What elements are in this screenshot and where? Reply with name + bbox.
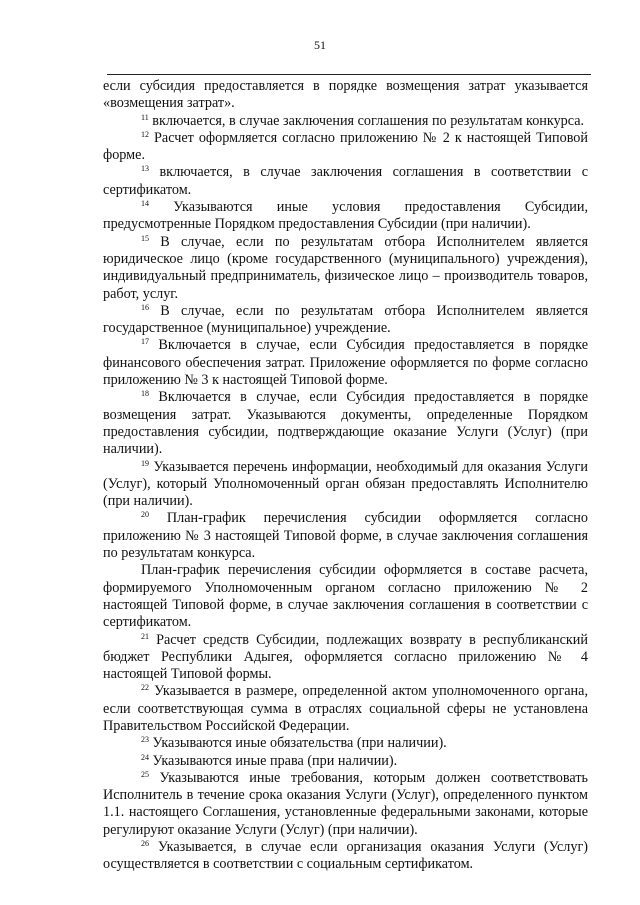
footnote-number: 16 [141,302,149,312]
footnote-text: В случае, если по результатам отбора Исполнителем является юридическое лицо (кроме государственного (муниципального) учреждения), индивидуальный предприниматель, физическое лицо – производитель товаров, работ, услуг. [103,233,588,302]
footnote-text: Указывается перечень информации, необходимый для оказания Услуги (Услуг), который Уполномоченный орган обязан предоставлять Исполнителю (при наличии). [103,458,589,510]
footnote-text: если субсидия предоставляется в порядке возмещения затрат указывается «возмещения затрат». [103,78,588,112]
footnote-text: включается, в случае заключения соглашения по результатам конкурса. [152,112,585,129]
footnote-20 [103,510,588,562]
footnote-text: включается, в случае заключения соглашения в соответствии с сертификатом. [103,164,588,198]
footnote-19 [103,459,588,511]
footnote-text: План-график перечисления субсидии оформляется в составе расчета, формируемого Уполномоченным органом согласно приложению № 2 настоящей Типовой форме, в случае заключения соглашения в соответствии с сертификатом. [103,562,588,631]
footnote-text: Указываются иные требования, которым должен соответствовать Исполнитель в течение срока оказания Услуги (Услуг), определенного пунктом 1.1. настоящего Соглашения, установленные федеральными законами, которые регулируют оказание Услуги (Услуг) (при наличии). [103,769,589,838]
footnote-number: 26 [141,839,149,849]
footnote-text: Указываются иные обязательства (при наличии). [152,735,447,752]
footnote-text: Указывается в размере, определенной актом уполномоченного органа, если соответствующая сумма в отраслях социальной сферы не установлена Правительством Российской Федерации. [103,683,588,734]
footnote-number: 22 [141,683,149,693]
footnote-24 [103,753,588,770]
footnote-20-continuation [103,562,588,631]
footnote-25 [103,770,588,839]
footnote-text: Указываются иные условия предоставления Субсидии, предусмотренные Порядком предоставления Субсидии (при наличии). [103,199,588,233]
footnote-number: 24 [141,752,149,762]
footnote-11 [103,113,588,130]
footnote-23 [103,735,588,752]
footnote-continuation [103,78,588,113]
footnote-12 [103,130,588,165]
footnote-text: Расчет оформляется согласно приложению № 2 к настоящей Типовой форме. [103,129,588,164]
page-number: 51 [314,38,326,52]
footnote-text: Включается в случае, если Субсидия предоставляется в порядке финансового обеспечения затрат. Приложение оформляется по форме согласно приложению № 3 к настоящей Типовой форме. [103,337,589,389]
footnotes-block [103,78,588,874]
footnote-number: 15 [141,233,149,243]
footnote-text: Указывается, в случае если организация оказания Услуги (Услуг) осуществляется в соответствии с социальным сертификатом. [103,839,589,873]
footnote-number: 11 [141,112,149,122]
footnote-number: 17 [141,337,149,347]
footnote-number: 13 [141,164,149,174]
footnote-17 [103,337,588,389]
footnote-16 [103,303,588,338]
footnote-text: План-график перечисления субсидии оформляется согласно приложению № 3 настоящей Типовой форме, в случае заключения соглашения по результатам конкурса. [103,510,588,562]
footnote-text: Указываются иные права (при наличии). [152,752,398,769]
footnote-18 [103,389,588,458]
footnote-26 [103,839,588,874]
footnote-text: Включается в случае, если Субсидия предоставляется в порядке возмещения затрат. Указываются документы, определенные Порядком предоставления субсидии, подтверждающие оказание Услуги (Услуг) (при наличии). [103,389,589,458]
footnote-number: 19 [141,458,149,468]
footnote-15 [103,234,588,303]
footnote-number: 21 [141,631,149,641]
footnote-number: 12 [141,129,149,139]
footnote-14 [103,199,588,234]
footnote-22 [103,683,588,735]
footnote-number: 18 [141,389,149,399]
footnote-text: Расчет средств Субсидии, подлежащих возврату в республиканский бюджет Республики Адыгея, оформляется согласно приложению № 4 настоящей Типовой формы. [103,631,588,683]
footnote-separator [107,74,591,75]
footnote-number: 23 [141,735,149,745]
footnote-13 [103,164,588,199]
footnote-number: 20 [141,510,149,520]
footnote-number: 14 [141,199,149,209]
footnote-21 [103,632,588,684]
footnote-text: В случае, если по результатам отбора Исполнителем является государственное (муниципальное) учреждение. [103,302,588,337]
footnote-number: 25 [141,769,149,779]
